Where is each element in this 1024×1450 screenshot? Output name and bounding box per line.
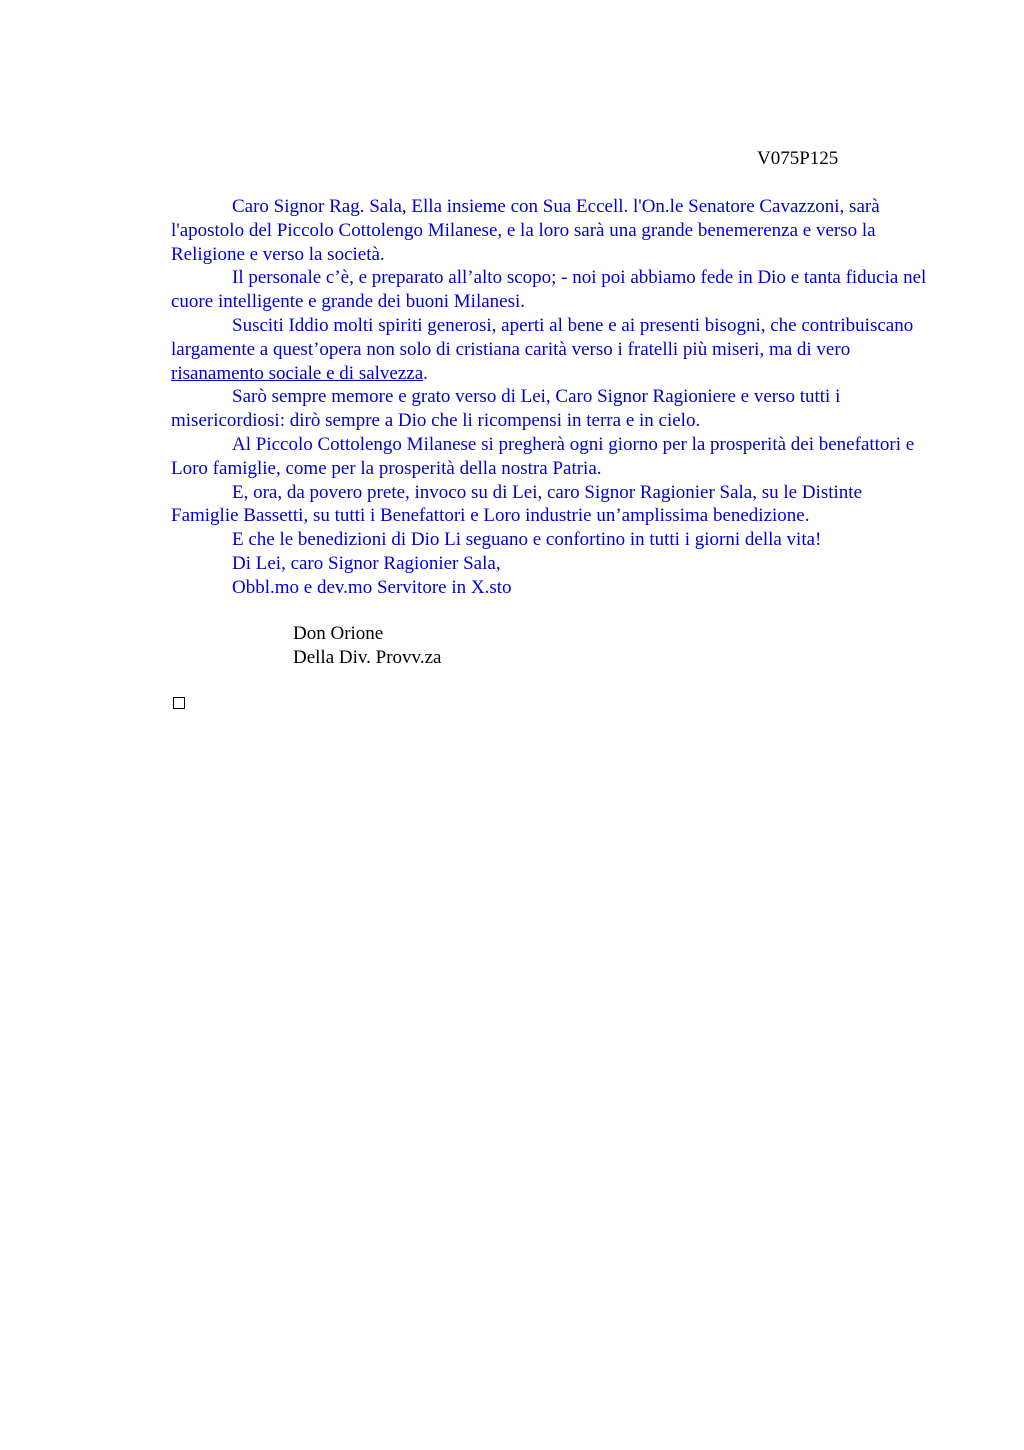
checkbox-icon [173,697,185,709]
underlined-phrase: risanamento sociale e di salvezza [171,362,424,384]
page-id: V075P125 [757,148,839,169]
paragraph: Il personale c’è, e preparato all’alto scopo; - noi poi abbiamo fede in Dio e tanta fiducia nel cuore intelligente e grande dei buoni Milanesi. [171,267,927,313]
closing-line: Obbl.mo e dev.mo Servitore in X.sto [232,576,512,598]
signature-block [293,622,441,670]
paragraph: Sarò sempre memore e grato verso di Lei, Caro Signor Ragioniere e verso tutti i misericordiosi: dirò sempre a Dio che li ricompensi in terra e in cielo. [171,386,841,432]
paragraph: Susciti Iddio molti spiriti generosi, aperti al bene e ai presenti bisogni, che contribuiscano largamente a quest’opera non solo di cristiana carità verso i fratelli più miseri, ma di vero risanamento sociale e di salvezza. [171,314,914,384]
signature-title: Della Div. Provv.za [293,646,442,668]
paragraph: Caro Signor Rag. Sala, Ella insieme con Sua Eccell. l'On.le Senatore Cavazzoni, sarà l'apostolo del Piccolo Cottolengo Milanese, e la loro sarà una grande benemerenza e verso la Religione e verso la società. [171,196,880,265]
letter-body [171,195,931,600]
paragraph: E che le benedizioni di Dio Li seguano e confortino in tutti i giorni della vita! [232,529,822,551]
paragraph: Al Piccolo Cottolengo Milanese si pregherà ogni giorno per la prosperità dei benefattori e Loro famiglie, come per la prosperità della nostra Patria. [171,433,915,479]
signature-name: Don Orione [293,623,384,644]
closing-line: Di Lei, caro Signor Ragionier Sala, [232,552,501,574]
paragraph: E, ora, da povero prete, invoco su di Lei, caro Signor Ragionier Sala, su le Distinte Famiglie Bassetti, su tutti i Benefattori e Loro industrie un’amplissima benedizione. [171,481,863,527]
